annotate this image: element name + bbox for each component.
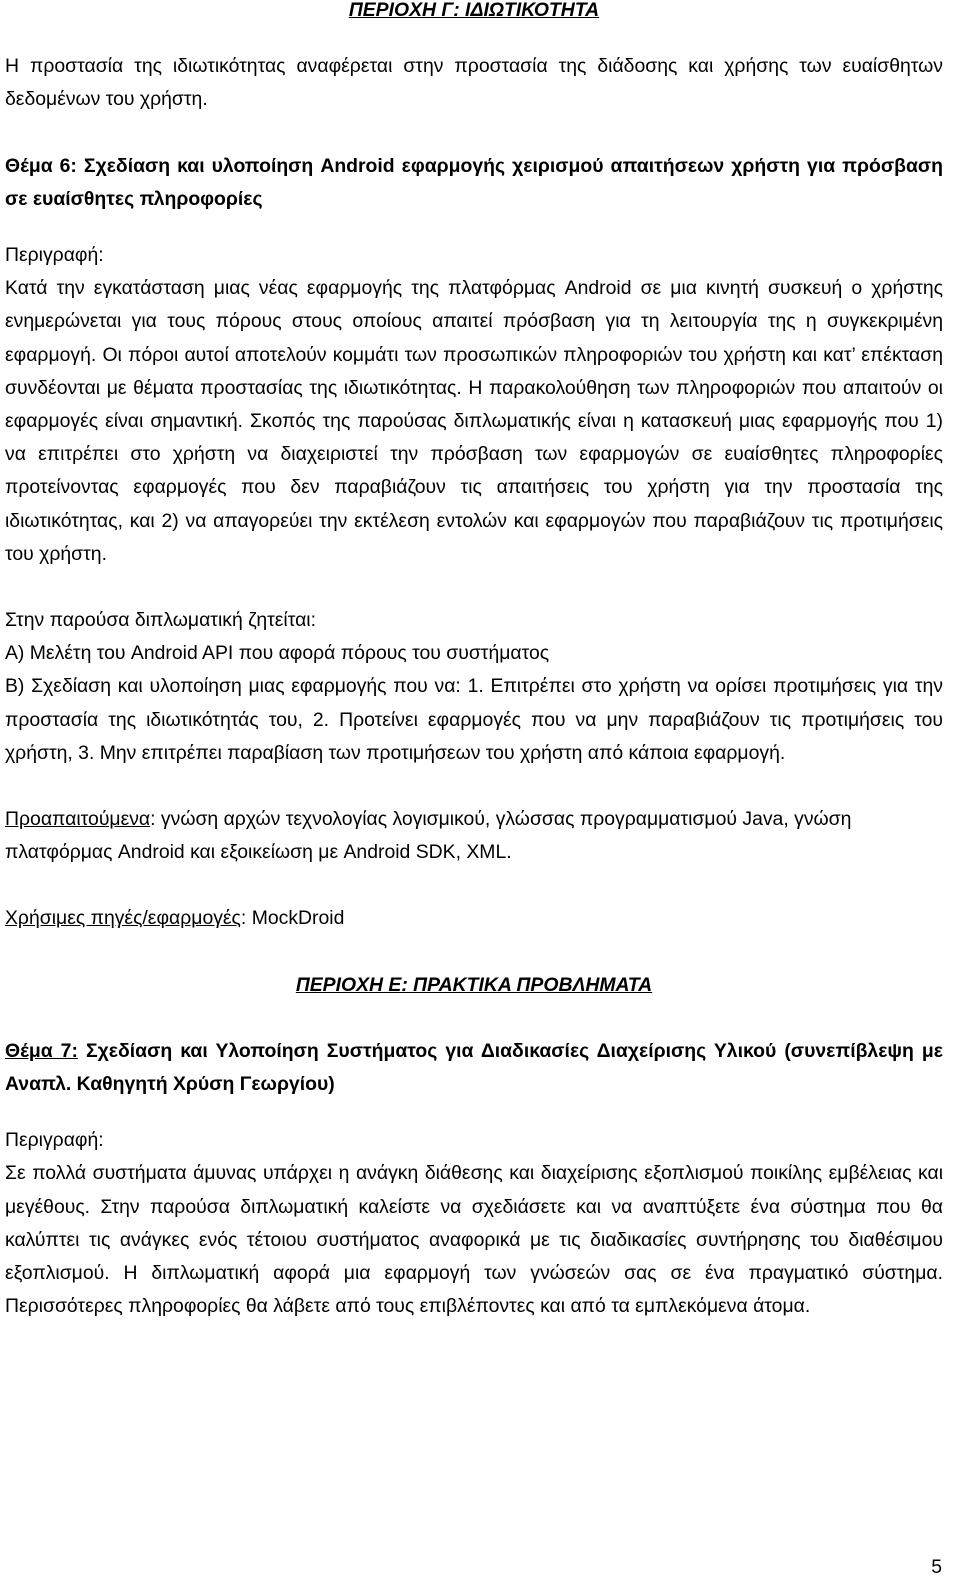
section-c-intro: Η προστασία της ιδιωτικότητας αναφέρεται στην προστασία της διάδοσης και χρήσης των ευαίσθητων δεδομένων του χρήστη. xyxy=(5,55,943,111)
sources-text: : MockDroid xyxy=(240,907,345,930)
prerequisites-text: : γνώση αρχών τεχνολογίας λογισμικού, γλώσσας προγραμματισμού Java, γνώση πλατφόρμας Android και εξοικείωση με Android SDK, XML. xyxy=(5,808,852,864)
topic-6-requirement-a: Α) Μελέτη του Android API που αφορά πόρους του συστήματος xyxy=(5,642,550,665)
page-number: 5 xyxy=(931,1555,942,1578)
topic-7-title-text: Σχεδίαση και Υλοποίηση Συστήματος για Διαδικασίες Διαχείρισης Υλικού (συνεπίβλεψη με Αναπλ. Καθηγητή Χρύση Γεωργίου) xyxy=(5,1039,943,1096)
section-c-title: ΠΕΡΙΟΧΗ Γ: ΙΔΙΩΤΙΚΟΤΗΤΑ xyxy=(348,0,600,21)
topic-6-requirement-b: Β) Σχεδίαση και υλοποίηση μιας εφαρμογής που να: 1. Επιτρέπει στο χρήστη να ορίσει προτιμήσεις για την προστασία της ιδιωτικότητάς του, 2. Προτείνει εφαρμογές που να μην παραβιάζουν τις προτιμήσεις του χρήστη, 3. Μην επιτρέπει παραβίαση των προτιμήσεων του χρήστη από κάποια εφαρμογή. xyxy=(5,675,943,764)
topic-7-description-label: Περιγραφή: xyxy=(5,1129,104,1152)
topic-6-description: Κατά την εγκατάσταση μιας νέας εφαρμογής της πλατφόρμας Android σε μια κινητή συσκευή ο χρήστης ενημερώνεται για τους πόρους στους οποίους απαιτεί πρόσβαση για τη λειτουργία της η συγκεκριμένη εφαρμογή. Οι πόροι αυτοί αποτελούν κομμάτι των προσωπικών πληροφοριών του χρήστη και κατ’ επέκταση συνδέονται με θέματα προστασίας της ιδιωτικότητας. Η παρακολούθηση των πληροφοριών που απαιτούν οι εφαρμογές είναι σημαντική. Σκοπός της παρούσας διπλωματικής είναι η κατασκευή μιας εφαρμογής που 1) να επιτρέπει στο χρήστη να διαχειριστεί την πρόσβαση των εφαρμογών σε ευαίσθητες πληροφορίες προτείνοντας εφαρμογές που δεν παραβιάζουν τις απαιτήσεις του χρήστη για την προστασία της ιδιωτικότητας, και 2) να απαγορεύει την εκτέλεση εντολών και εφαρμογών που παραβιάζουν τις προτιμήσεις του χρήστη. xyxy=(5,277,943,565)
document-page xyxy=(5,0,943,1324)
topic-7-description: Σε πολλά συστήματα άμυνας υπάρχει η ανάγκη διάθεσης και διαχείρισης εξοπλισμού ποικίλης εμβέλειας και μεγέθους. Στην παρούσα διπλωματική καλείστε να σχεδιάσετε και να αναπτύξετε ένα σύστημα που θα καλύπτει τις ανάγκες ενός τέτοιου συστήματος αναφορικά με τις διαδικασίες συντήρησης του διαθέσιμου εξοπλισμού. Η διπλωματική αφορά μια εφαρμογή των γνώσεών σας σε ένα πραγματικό σύστημα. Περισσότερες πληροφορίες θα λάβετε από τους επιβλέποντες και από τα εμπλεκόμενα άτομα. xyxy=(5,1162,943,1318)
topic-7-label: Θέμα 7: xyxy=(5,1039,78,1062)
topic-6-sources xyxy=(5,902,943,935)
sources-label: Χρήσιμες πηγές/εφαρμογές xyxy=(5,907,241,930)
prerequisites-label: Προαπαιτούμενα xyxy=(5,808,151,831)
section-e-title: ΠΕΡΙΟΧΗ Ε: ΠΡΑΚΤΙΚΑ ΠΡΟΒΛΗΜΑΤΑ xyxy=(295,973,653,996)
topic-6-requested-label: Στην παρούσα διπλωματική ζητείται: xyxy=(5,609,317,632)
topic-7-title xyxy=(5,1035,943,1101)
topic-6-description-label: Περιγραφή: xyxy=(5,244,104,267)
topic-6-prerequisites xyxy=(5,803,943,869)
topic-6-title: Θέμα 6: Σχεδίαση και υλοποίηση Android εφαρμογής χειρισμού απαιτήσεων χρήστη για πρόσβαση σε ευαίσθητες πληροφορίες xyxy=(5,154,943,210)
